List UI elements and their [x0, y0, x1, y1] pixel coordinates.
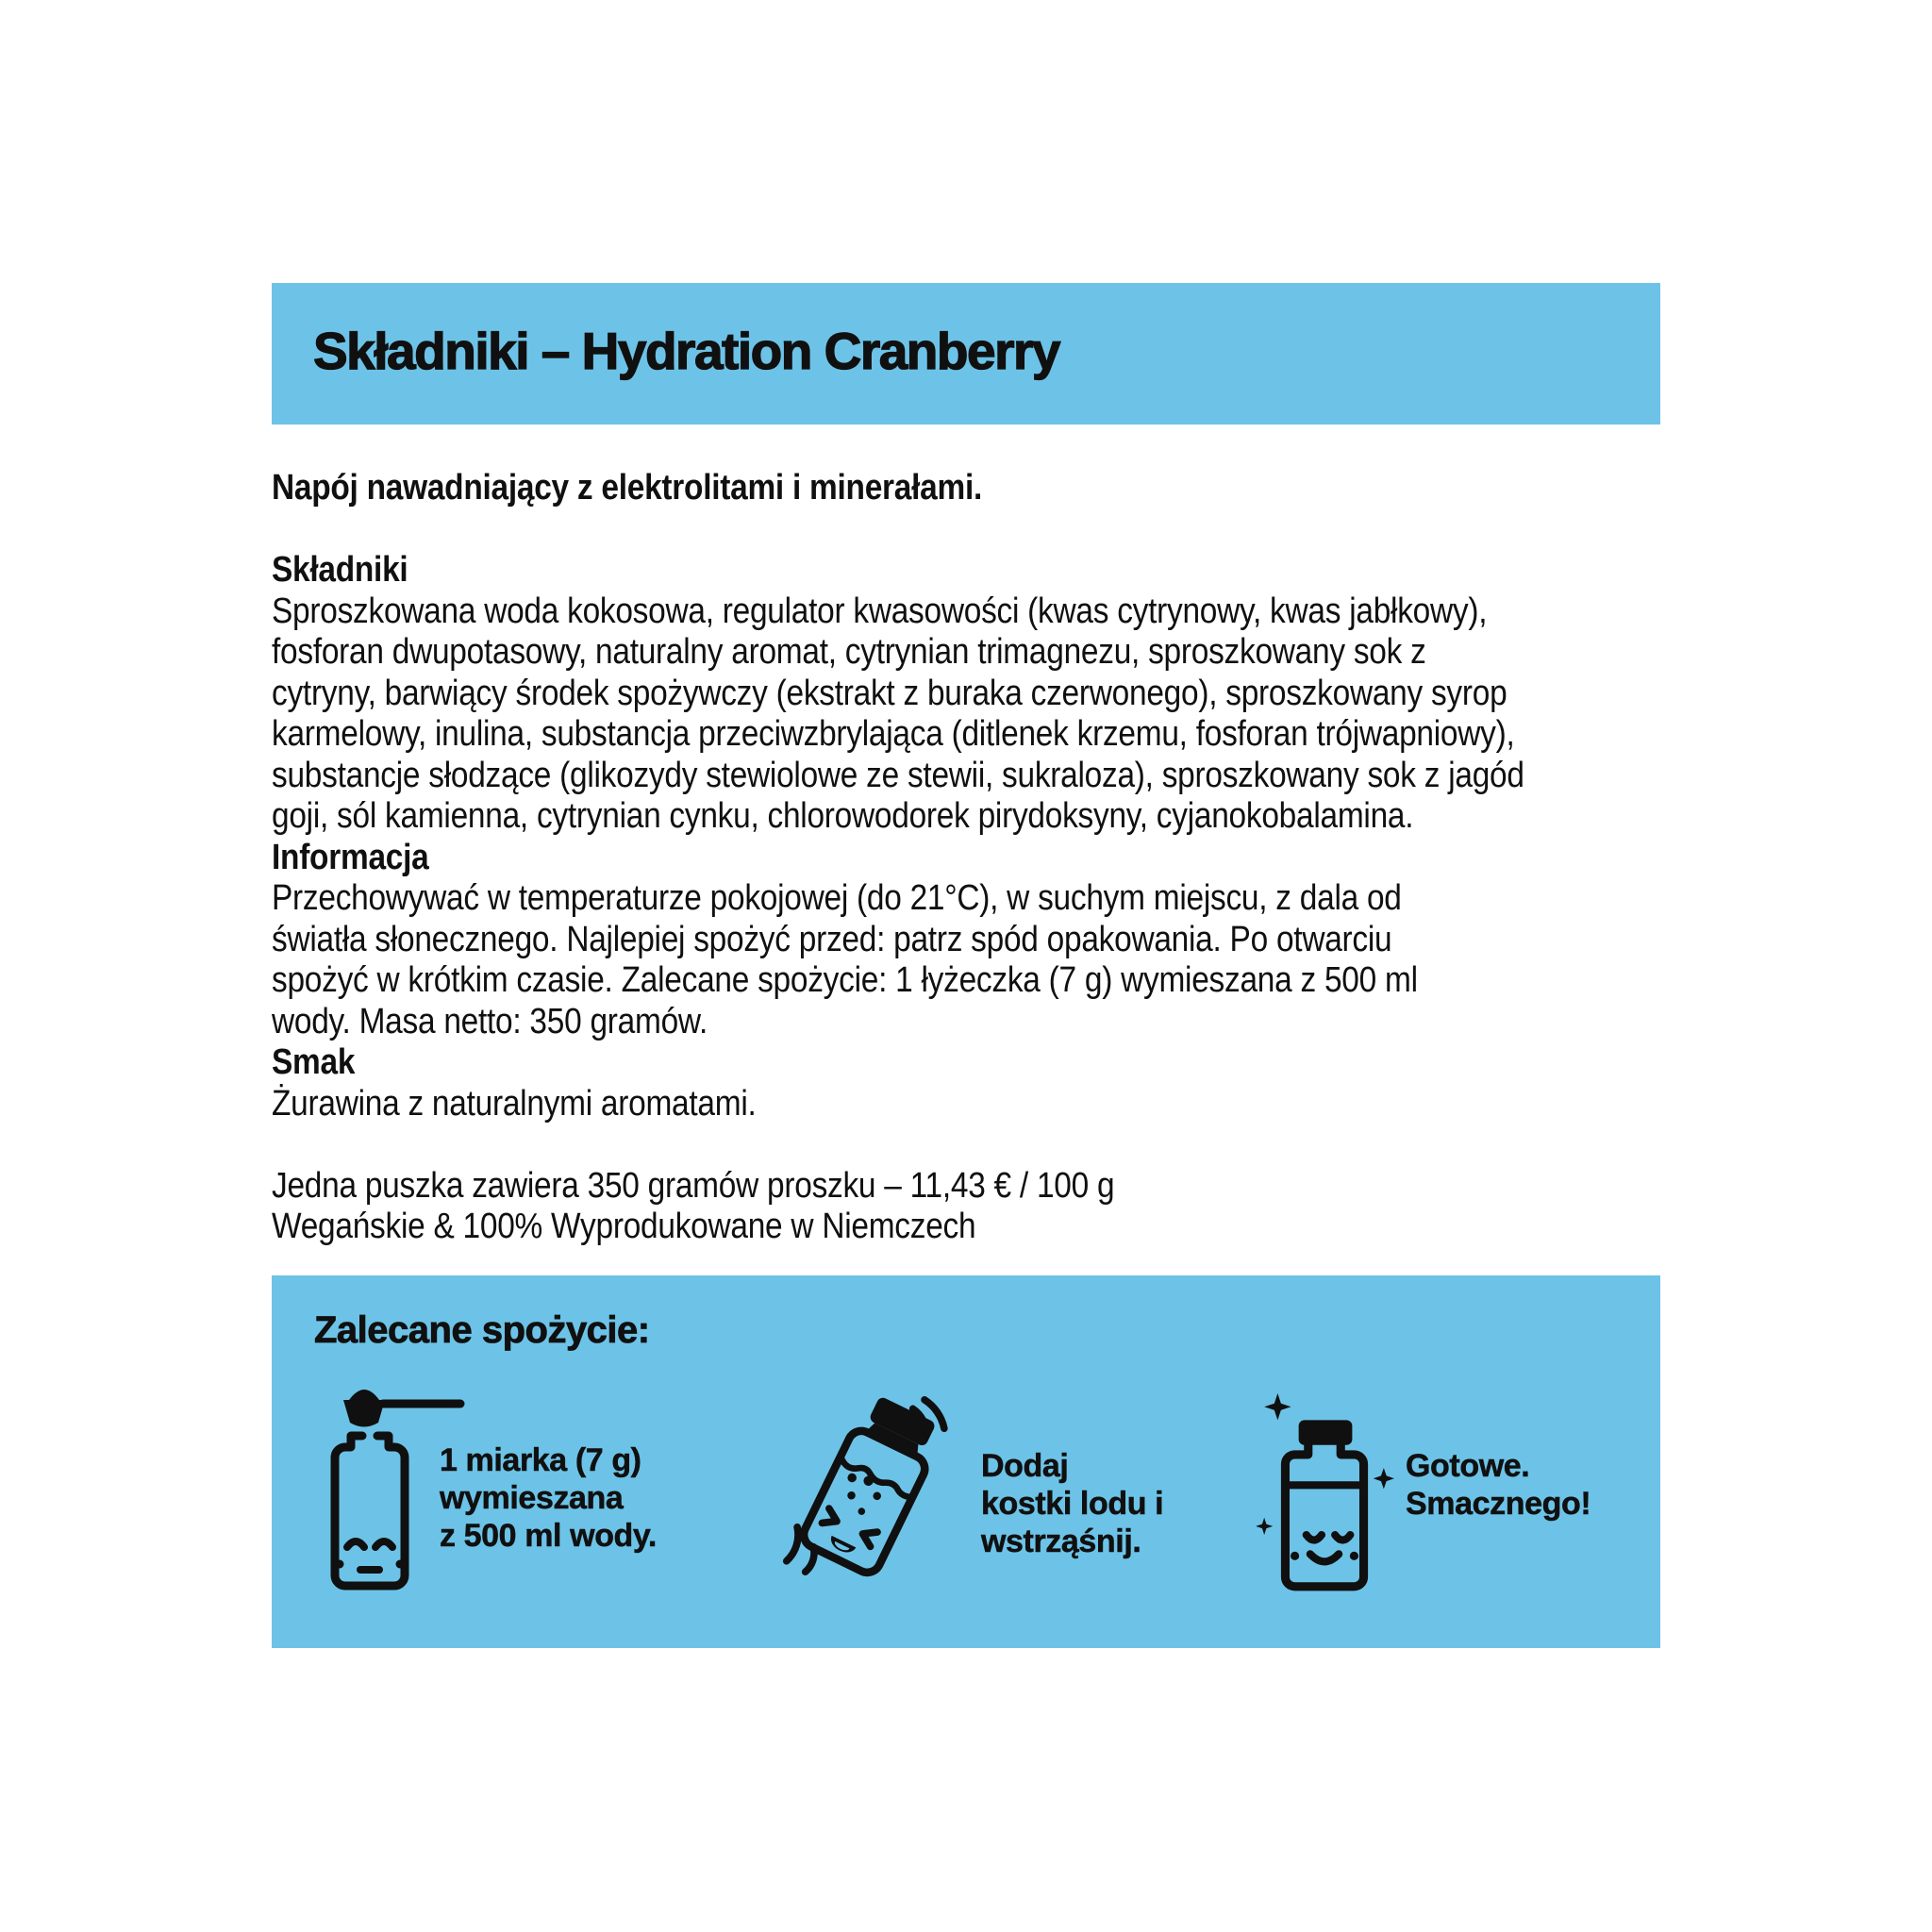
ingredients-line: goji, sól kamienna, cytrynian cynku, chlorowodorek pirydoksyny, cyjanokobalamina. [272, 796, 1414, 836]
information-line: światła słonecznego. Najlepiej spożyć przed: patrz spód opakowania. Po otwarciu [272, 919, 1392, 959]
usage-panel [272, 1275, 1660, 1648]
spacer [272, 509, 1500, 551]
section-heading-flavor: Smak [272, 1042, 356, 1082]
bottle-outline [335, 1436, 405, 1586]
shake-motion-arc [787, 1527, 798, 1561]
bottle-right-eye [859, 1526, 877, 1546]
bubble [872, 1491, 882, 1501]
spacer [272, 1124, 1500, 1166]
usage-step-line: Dodaj [981, 1448, 1069, 1484]
usage-step-2-text [981, 1447, 1163, 1560]
price-line: Jedna puszka zawiera 350 gramów proszku – 11,43 € / 100 g [272, 1165, 1115, 1206]
flavor-line: Żurawina z naturalnymi aromatami. [272, 1083, 757, 1124]
bottle-left-cheek [1291, 1552, 1299, 1560]
usage-heading: Zalecane spożycie: [314, 1309, 650, 1351]
sparkle-icon [1264, 1393, 1291, 1420]
scoop-powder [349, 1390, 379, 1400]
usage-step-1-text [440, 1441, 657, 1555]
page-title: Składniki – Hydration Cranberry [313, 322, 1059, 380]
information-line: spożyć w krótkim czasie. Zalecane spożycie: 1 łyżeczka (7 g) wymieszana z 500 ml [272, 960, 1418, 1000]
bottle-left-eye [1307, 1535, 1322, 1541]
body-copy [272, 468, 1524, 1248]
shake-motion-arc [806, 1547, 814, 1573]
shake-bottle-icon [781, 1392, 960, 1599]
bottle-right-cheek [396, 1560, 405, 1569]
ready-bottle-icon [1253, 1391, 1396, 1602]
bottle-right-eye [375, 1541, 392, 1547]
scoop-cup [343, 1400, 385, 1427]
ingredients-line: Sproszkowana woda kokosowa, regulator kwasowości (kwas cytrynowy, kwas jabłkowy), [272, 591, 1488, 631]
bubble [846, 1472, 858, 1484]
bottle-outline [799, 1426, 929, 1577]
sparkle-icon [1374, 1468, 1394, 1489]
usage-step-line: z 500 ml wody. [440, 1518, 657, 1554]
bottle-left-eye [347, 1541, 364, 1547]
usage-step-line: 1 miarka (7 g) [440, 1442, 641, 1478]
usage-step-line: kostki lodu i [981, 1486, 1164, 1522]
bubble [846, 1491, 857, 1501]
vegan-origin-line: Wegańskie & 100% Wyprodukowane w Niemczech [272, 1207, 976, 1246]
intro-line: Napój nawadniający z elektrolitami i minerałami. [272, 468, 983, 508]
usage-step-line: wymieszana [440, 1480, 624, 1516]
title-banner [272, 283, 1660, 425]
ingredients-line: karmelowy, inulina, substancja przeciwzbrylająca (ditlenek krzemu, fosforan trójwapniowy), [272, 714, 1515, 754]
bottle-smile [1310, 1554, 1339, 1561]
ingredients-line: substancje słodzące (glikozydy stewiolowe ze stewii, sukraloza), sproszkowany sok z jagód [272, 755, 1524, 795]
information-line: wody. Masa netto: 350 gramów. [272, 1001, 708, 1041]
section-heading-ingredients: Składniki [272, 550, 408, 590]
ingredients-line: cytryny, barwiący środek spożywczy (ekstrakt z buraka czerwonego), sproszkowany syrop [272, 673, 1507, 713]
bottle-left-cheek [336, 1560, 344, 1569]
usage-step-line: wstrząśnij. [981, 1524, 1141, 1559]
bottle-left-eye [822, 1508, 840, 1528]
information-line: Przechowywać w temperaturze pokojowej (do 21°C), w suchym miejscu, z dala od [272, 878, 1402, 918]
bottle-right-cheek [1350, 1552, 1358, 1560]
bottle-right-eye [1335, 1535, 1350, 1541]
sparkle-icon [1256, 1518, 1273, 1535]
usage-step-line: Gotowe. [1406, 1448, 1530, 1484]
ingredients-line: fosforan dwupotasowy, naturalny aromat, cytrynian trimagnezu, sproszkowany sok z [272, 632, 1426, 672]
bubble [857, 1507, 866, 1516]
section-heading-information: Informacja [272, 837, 429, 877]
usage-step-line: Smacznego! [1406, 1486, 1591, 1522]
usage-step-3-text [1406, 1447, 1591, 1523]
